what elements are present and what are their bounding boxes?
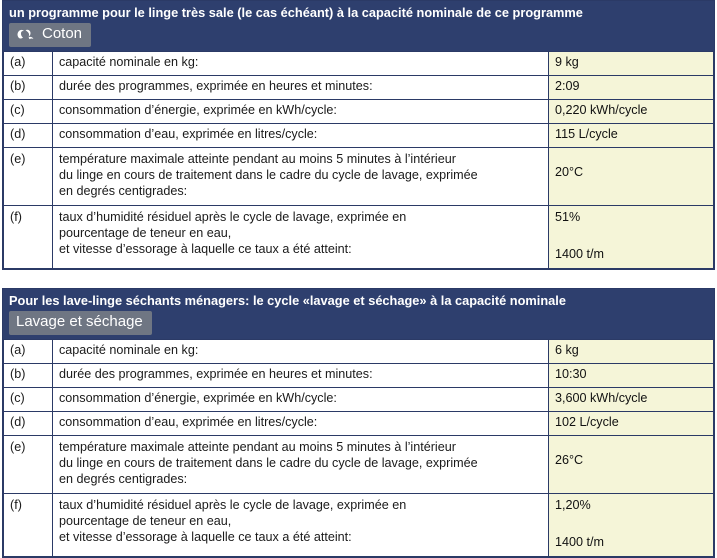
row-description: température maximale atteinte pendant au moins 5 minutes à l’intérieur du linge en cours de traitement dans le cadre du cycle de lavage, exprimée en degrés centigrades: [53, 148, 549, 206]
row-value: 1,20% 1400 t/m [549, 493, 714, 556]
row-key: (b) [4, 76, 53, 100]
row-key: (d) [4, 412, 53, 436]
row-value: 3,600 kWh/cycle [549, 388, 714, 412]
block-header-title: Pour les lave-linge séchants ménagers: le cycle «lavage et séchage» à la capacité nominale [3, 289, 714, 311]
table-row [4, 148, 714, 206]
row-key: (c) [4, 100, 53, 124]
row-value: 9 kg [549, 52, 714, 76]
cotton-icon [16, 27, 36, 42]
table-row [4, 76, 714, 100]
row-value: 20°C [549, 148, 714, 206]
row-description: capacité nominale en kg: [53, 52, 549, 76]
cycle-bar [3, 311, 714, 339]
row-description: consommation d’eau, exprimée en litres/cycle: [53, 124, 549, 148]
table-row [4, 493, 714, 556]
row-value: 6 kg [549, 340, 714, 364]
row-value: 10:30 [549, 364, 714, 388]
block-header-title: un programme pour le linge très sale (le cas échéant) à la capacité nominale de ce programme [3, 1, 714, 23]
program-block-wash-dry [2, 288, 715, 558]
table-row [4, 340, 714, 364]
row-description: température maximale atteinte pendant au moins 5 minutes à l’intérieur du linge en cours de traitement dans le cadre du cycle de lavage, exprimée en degrés centigrades: [53, 435, 549, 493]
row-description: consommation d’énergie, exprimée en kWh/cycle: [53, 100, 549, 124]
cycle-chip [9, 311, 152, 335]
program-values-table [3, 51, 714, 269]
program-values-table [3, 339, 714, 557]
row-key: (e) [4, 435, 53, 493]
block-spacer [0, 270, 717, 288]
row-key: (f) [4, 493, 53, 556]
row-value: 0,220 kWh/cycle [549, 100, 714, 124]
row-key: (c) [4, 388, 53, 412]
table-row [4, 435, 714, 493]
cycle-label: Coton [42, 25, 83, 43]
row-value: 26°C [549, 435, 714, 493]
row-value: 102 L/cycle [549, 412, 714, 436]
table-row [4, 412, 714, 436]
row-description: taux d’humidité résiduel après le cycle de lavage, exprimée en pourcentage de teneur en eau, et vitesse d’essorage à laquelle ce taux a été atteint: [53, 205, 549, 268]
cycle-chip [9, 23, 91, 47]
table-row [4, 388, 714, 412]
row-value: 2:09 [549, 76, 714, 100]
table-row [4, 364, 714, 388]
row-description: durée des programmes, exprimée en heures et minutes: [53, 364, 549, 388]
row-description: capacité nominale en kg: [53, 340, 549, 364]
row-key: (b) [4, 364, 53, 388]
row-description: durée des programmes, exprimée en heures et minutes: [53, 76, 549, 100]
wash-dry-icon: Lavage et séchage [16, 313, 143, 331]
row-description: taux d’humidité résiduel après le cycle de lavage, exprimée en pourcentage de teneur en eau, et vitesse d’essorage à laquelle ce taux a été atteint: [53, 493, 549, 556]
row-key: (d) [4, 124, 53, 148]
table-row [4, 205, 714, 268]
row-key: (e) [4, 148, 53, 206]
row-key: (a) [4, 340, 53, 364]
table-row [4, 124, 714, 148]
program-block-cotton [2, 0, 715, 270]
row-value: 51% 1400 t/m [549, 205, 714, 268]
table-row [4, 52, 714, 76]
table-row [4, 100, 714, 124]
row-key: (a) [4, 52, 53, 76]
row-description: consommation d’eau, exprimée en litres/cycle: [53, 412, 549, 436]
row-key: (f) [4, 205, 53, 268]
row-value: 115 L/cycle [549, 124, 714, 148]
row-description: consommation d’énergie, exprimée en kWh/cycle: [53, 388, 549, 412]
cycle-bar [3, 23, 714, 51]
